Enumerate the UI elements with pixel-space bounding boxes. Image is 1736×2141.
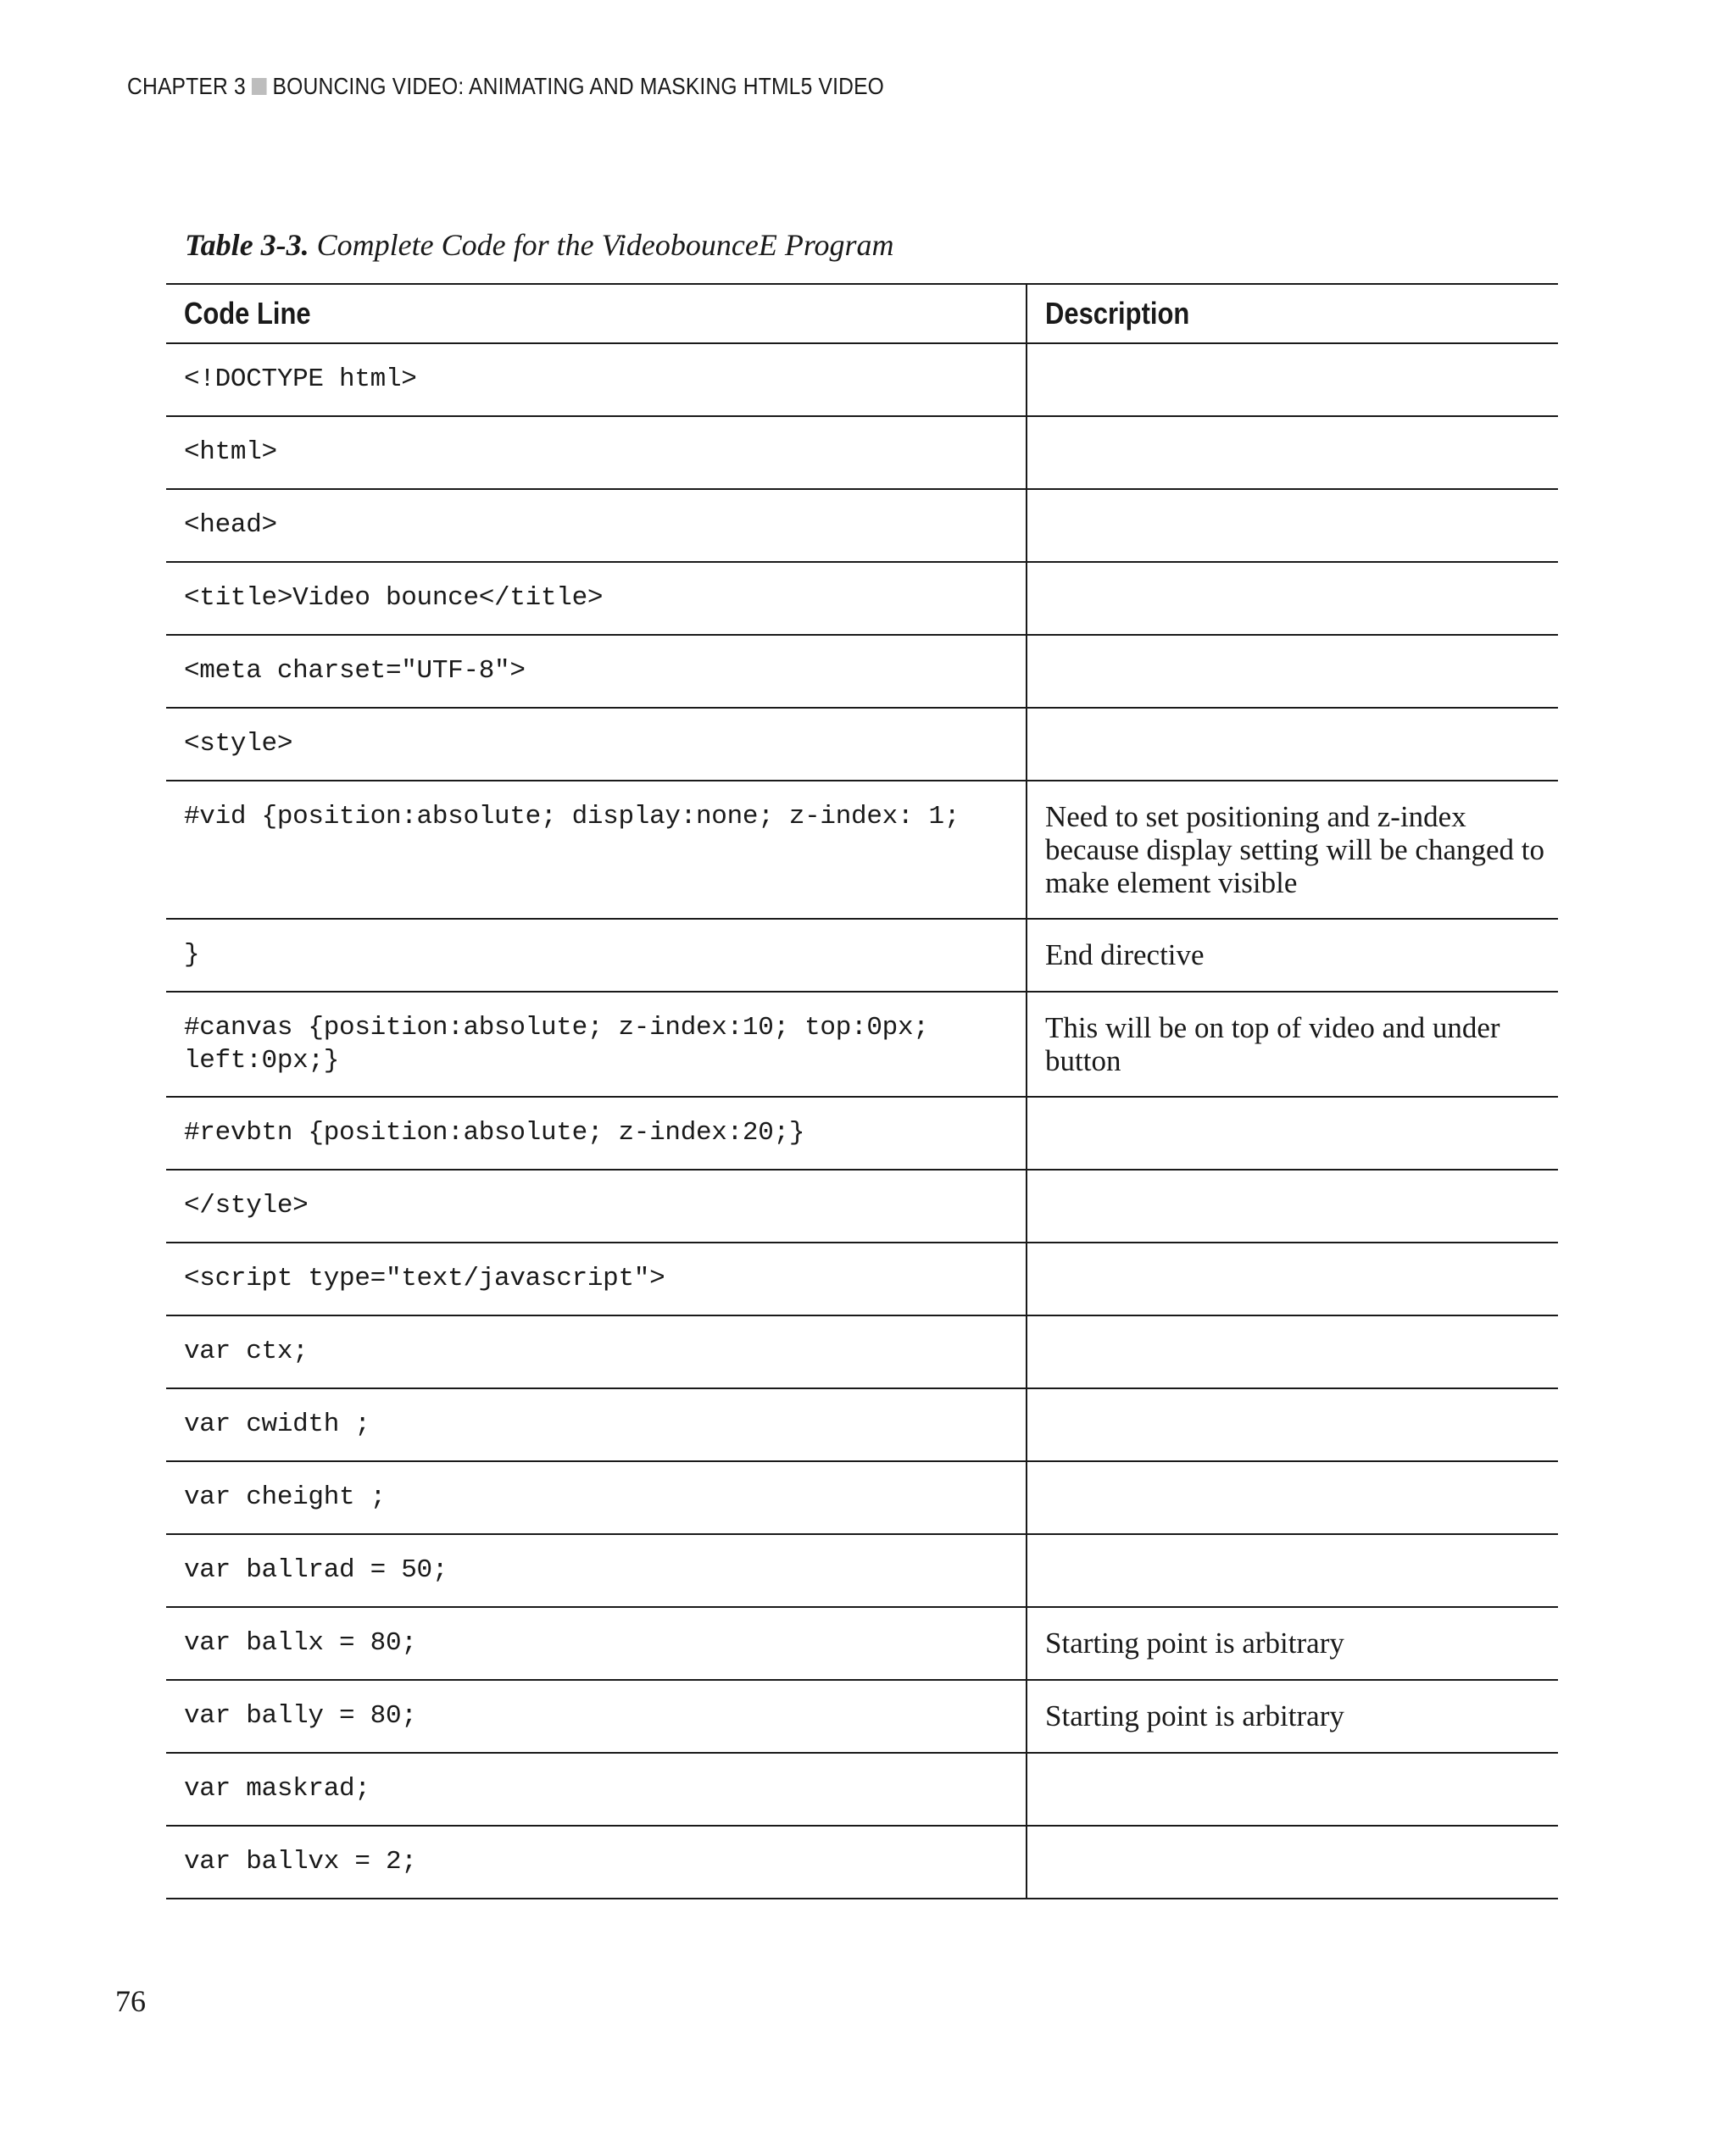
table-row xyxy=(166,635,1558,708)
description-cell xyxy=(1027,489,1558,562)
table-row xyxy=(166,416,1558,489)
table-row xyxy=(166,1461,1558,1534)
description-cell xyxy=(1027,1753,1558,1826)
page-number: 76 xyxy=(115,1984,146,2018)
table-row xyxy=(166,1607,1558,1680)
table-row xyxy=(166,781,1558,919)
code-line-cell: #revbtn {position:absolute; z-index:20;} xyxy=(166,1097,1027,1170)
code-line-cell: <html> xyxy=(166,416,1027,489)
column-header-description xyxy=(1027,284,1558,343)
code-line-cell: <meta charset="UTF-8"> xyxy=(166,635,1027,708)
description-cell xyxy=(1027,416,1558,489)
table-row xyxy=(166,489,1558,562)
code-table xyxy=(166,283,1558,1899)
table-row xyxy=(166,1097,1558,1170)
code-line-cell: var ballrad = 50; xyxy=(166,1534,1027,1607)
code-line-cell: var ballx = 80; xyxy=(166,1607,1027,1680)
table-row xyxy=(166,1680,1558,1753)
running-header xyxy=(127,73,884,100)
table-header-row xyxy=(166,284,1558,343)
description-cell xyxy=(1027,1461,1558,1534)
table-row xyxy=(166,1826,1558,1899)
table-row xyxy=(166,1170,1558,1243)
code-line-cell: #vid {position:absolute; display:none; z-index: 1; xyxy=(166,781,1027,919)
table-caption xyxy=(185,227,894,263)
chapter-label: CHAPTER 3 xyxy=(127,73,246,99)
code-line-cell: } xyxy=(166,919,1027,992)
table-caption-text: Complete Code for the VideobounceE Program xyxy=(316,228,894,262)
table-row xyxy=(166,343,1558,416)
code-line-cell: var ballvx = 2; xyxy=(166,1826,1027,1899)
description-cell xyxy=(1027,1388,1558,1461)
table-body xyxy=(166,343,1558,1899)
square-separator-icon xyxy=(252,78,267,95)
table-row xyxy=(166,919,1558,992)
table-row xyxy=(166,1388,1558,1461)
description-cell xyxy=(1027,343,1558,416)
description-cell xyxy=(1027,1315,1558,1388)
code-line-cell: var ctx; xyxy=(166,1315,1027,1388)
description-cell xyxy=(1027,1826,1558,1899)
description-cell xyxy=(1027,1243,1558,1315)
description-cell: Starting point is arbitrary xyxy=(1027,1607,1558,1680)
code-line-cell: var bally = 80; xyxy=(166,1680,1027,1753)
description-cell: This will be on top of video and under button xyxy=(1027,992,1558,1097)
description-cell xyxy=(1027,1097,1558,1170)
table-row xyxy=(166,992,1558,1097)
table-row xyxy=(166,1243,1558,1315)
code-line-cell: <head> xyxy=(166,489,1027,562)
table-row xyxy=(166,1534,1558,1607)
description-cell xyxy=(1027,635,1558,708)
description-cell xyxy=(1027,708,1558,781)
column-header-code-line-text: Code Line xyxy=(184,296,311,331)
column-header-code-line xyxy=(166,284,1027,343)
description-cell xyxy=(1027,562,1558,635)
description-cell: Need to set positioning and z-index because display setting will be changed to make element visible xyxy=(1027,781,1558,919)
table-row xyxy=(166,1315,1558,1388)
code-line-cell: var cheight ; xyxy=(166,1461,1027,1534)
table-caption-label: Table 3-3. xyxy=(185,228,309,262)
code-line-cell: <!DOCTYPE html> xyxy=(166,343,1027,416)
code-line-cell: <style> xyxy=(166,708,1027,781)
code-line-cell: #canvas {position:absolute; z-index:10; top:0px; left:0px;} xyxy=(166,992,1027,1097)
table-header xyxy=(166,284,1558,343)
chapter-title: BOUNCING VIDEO: ANIMATING AND MASKING HTML5 VIDEO xyxy=(272,73,885,99)
description-cell: End directive xyxy=(1027,919,1558,992)
description-cell xyxy=(1027,1170,1558,1243)
code-line-cell: <script type="text/javascript"> xyxy=(166,1243,1027,1315)
table-row xyxy=(166,562,1558,635)
table-row xyxy=(166,1753,1558,1826)
description-cell xyxy=(1027,1534,1558,1607)
code-line-cell: <title>Video bounce</title> xyxy=(166,562,1027,635)
code-line-cell: var maskrad; xyxy=(166,1753,1027,1826)
table-row xyxy=(166,708,1558,781)
code-line-cell: </style> xyxy=(166,1170,1027,1243)
column-header-description-text: Description xyxy=(1045,296,1190,331)
description-cell: Starting point is arbitrary xyxy=(1027,1680,1558,1753)
code-line-cell: var cwidth ; xyxy=(166,1388,1027,1461)
